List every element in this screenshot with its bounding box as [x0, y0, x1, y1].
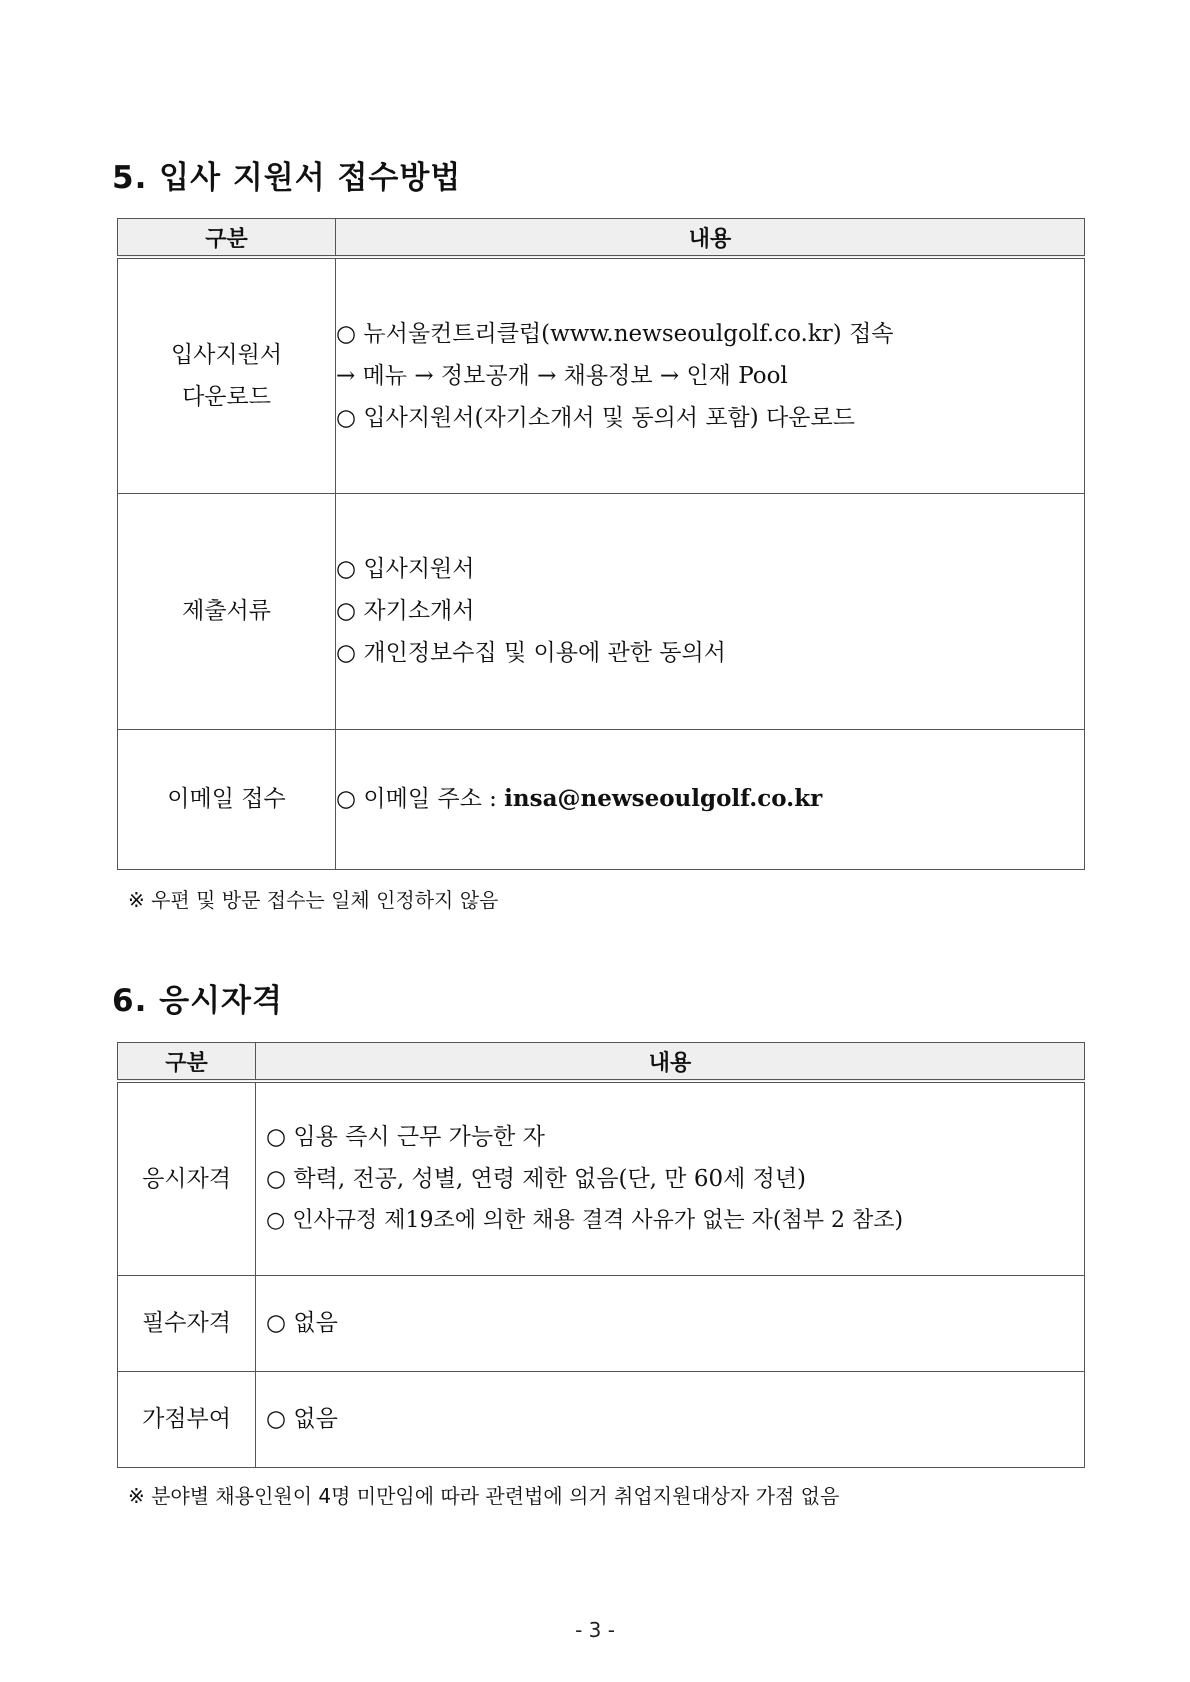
- email-prefix: ○ 이메일 주소 :: [336, 786, 505, 812]
- row-content-qualification: [256, 1081, 1085, 1275]
- row-content-bonus: [256, 1371, 1085, 1467]
- content-line: ○ 입사지원서: [336, 556, 475, 582]
- table-header-row: [118, 219, 1085, 258]
- qualification-table: [117, 1042, 1085, 1468]
- row-label-line: 입사지원서: [170, 341, 283, 368]
- content-line: ○ 뉴서울컨트리클럽(www.newseoulgolf.co.kr) 접속: [336, 320, 894, 347]
- content-line: ○ 입사지원서(자기소개서 및 동의서 포함) 다운로드: [336, 404, 855, 431]
- row-label-required: 필수자격: [118, 1275, 256, 1371]
- section-5-note: ※ 우편 및 방문 접수는 일체 인정하지 않음: [128, 888, 499, 912]
- table-header-row: [118, 1043, 1085, 1082]
- section-5-title: 5. 입사 지원서 접수방법: [112, 160, 462, 196]
- page-number: - 3 -: [575, 1618, 615, 1642]
- email-address: insa@newseoulgolf.co.kr: [504, 785, 823, 812]
- row-label-line: 이메일 접수: [167, 786, 286, 812]
- content-line: ○ 없음: [266, 1406, 338, 1432]
- row-label-documents: [118, 493, 336, 729]
- row-label-line: 제출서류: [182, 598, 271, 624]
- table-row: [118, 1371, 1085, 1467]
- table-row: [118, 729, 1085, 869]
- content-line: ○ 인사규정 제19조에 의한 채용 결격 사유가 없는 자(첨부 2 참조): [266, 1207, 904, 1233]
- content-line: ○ 없음: [266, 1310, 338, 1336]
- row-content-email: [336, 729, 1085, 869]
- row-label-download: [118, 257, 336, 493]
- row-label-line: 다운로드: [182, 383, 271, 410]
- row-label-email: [118, 729, 336, 869]
- content-line: ○ 자기소개서: [336, 598, 475, 624]
- row-content-documents: [336, 493, 1085, 729]
- table-row: [118, 1275, 1085, 1371]
- column-header-category: 구분: [118, 1043, 256, 1082]
- table-row: [118, 1081, 1085, 1275]
- column-header-category: 구분: [118, 219, 336, 258]
- content-line: [336, 778, 1084, 820]
- section-6-note: ※ 분야별 채용인원이 4명 미만임에 따라 관련법에 의거 취업지원대상자 가점 없음: [128, 1484, 840, 1508]
- table-row: [118, 257, 1085, 493]
- content-line: ○ 학력, 전공, 성별, 연령 제한 없음(단, 만 60세 정년): [266, 1165, 807, 1192]
- application-method-table: [117, 218, 1085, 870]
- row-content-download: [336, 257, 1085, 493]
- content-line: ○ 개인정보수집 및 이용에 관한 동의서: [336, 640, 726, 666]
- table-row: [118, 493, 1085, 729]
- column-header-content: 내용: [336, 219, 1085, 258]
- content-line: → 메뉴 → 정보공개 → 채용정보 → 인재 Pool: [336, 362, 788, 389]
- content-line: ○ 임용 즉시 근무 가능한 자: [266, 1123, 545, 1150]
- row-label-bonus: 가점부여: [118, 1371, 256, 1467]
- row-label-qualification: 응시자격: [118, 1081, 256, 1275]
- column-header-content: 내용: [256, 1043, 1085, 1082]
- row-content-required: [256, 1275, 1085, 1371]
- section-6-title: 6. 응시자격: [112, 983, 283, 1019]
